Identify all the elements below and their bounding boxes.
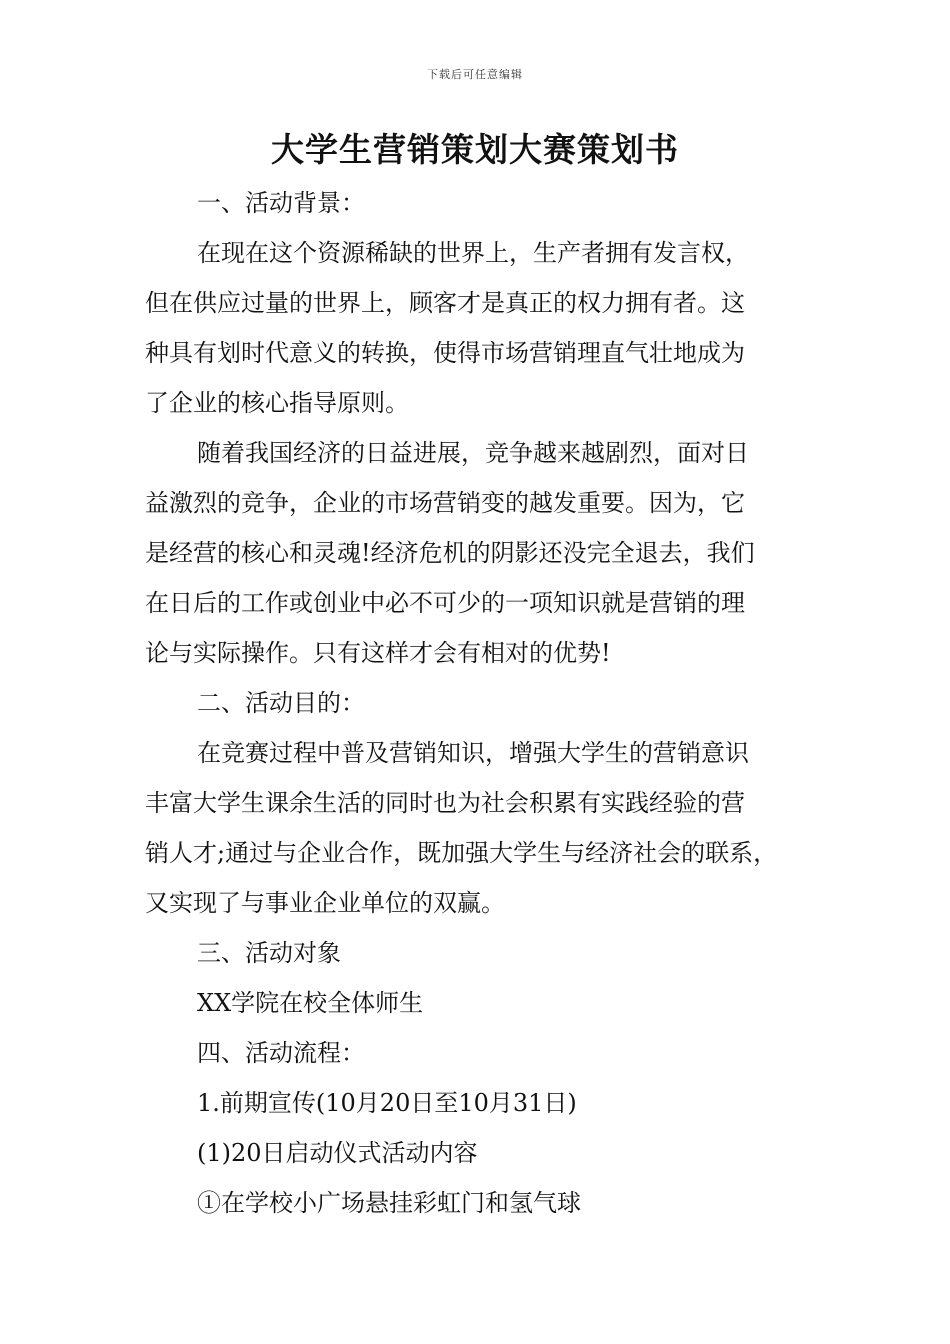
body-line: 随着我国经济的日益进展，竞争越来越剧烈，面对日 (197, 439, 749, 467)
body-line: 但在供应过量的世界上，顾客才是真正的权力拥有者。这 (145, 289, 745, 317)
body-line: 种具有划时代意义的转换，使得市场营销理直气壮地成为 (145, 339, 745, 367)
body-line: 二、活动目的： (197, 689, 365, 717)
body-line: 一、活动背景： (197, 189, 365, 217)
body-line: 销人才;通过与企业合作，既加强大学生与经济社会的联系， (145, 839, 778, 867)
body-line: 三、活动对象 (197, 939, 341, 967)
body-line: 是经营的核心和灵魂!经济危机的阴影还没完全退去，我们 (145, 539, 755, 567)
body-line: 在现在这个资源稀缺的世界上，生产者拥有发言权， (197, 239, 749, 267)
body-line: 四、活动流程： (197, 1039, 365, 1067)
body-line: 在日后的工作或创业中必不可少的一项知识就是营销的理 (145, 589, 745, 617)
body-line: 1.前期宣传(10月20日至10月31日) (197, 1089, 577, 1117)
document-body (145, 178, 825, 1228)
body-line: 了企业的核心指导原则。 (145, 389, 409, 417)
body-line: (1)20日启动仪式活动内容 (197, 1139, 478, 1167)
body-line: XX学院在校全体师生 (197, 989, 424, 1017)
body-line: 论与实际操作。只有这样才会有相对的优势! (145, 639, 611, 667)
header-note: 下载后可任意编辑 (427, 68, 523, 81)
body-line: 丰富大学生课余生活的同时也为社会积累有实践经验的营 (145, 789, 745, 817)
body-line: ①在学校小广场悬挂彩虹门和氢气球 (197, 1189, 581, 1217)
body-line: 又实现了与事业企业单位的双赢。 (145, 889, 505, 917)
body-line: 在竞赛过程中普及营销知识，增强大学生的营销意识 (197, 739, 749, 767)
body-line: 益激烈的竞争，企业的市场营销变的越发重要。因为，它 (145, 489, 745, 517)
document-title: 大学生营销策划大赛策划书 (271, 130, 679, 169)
